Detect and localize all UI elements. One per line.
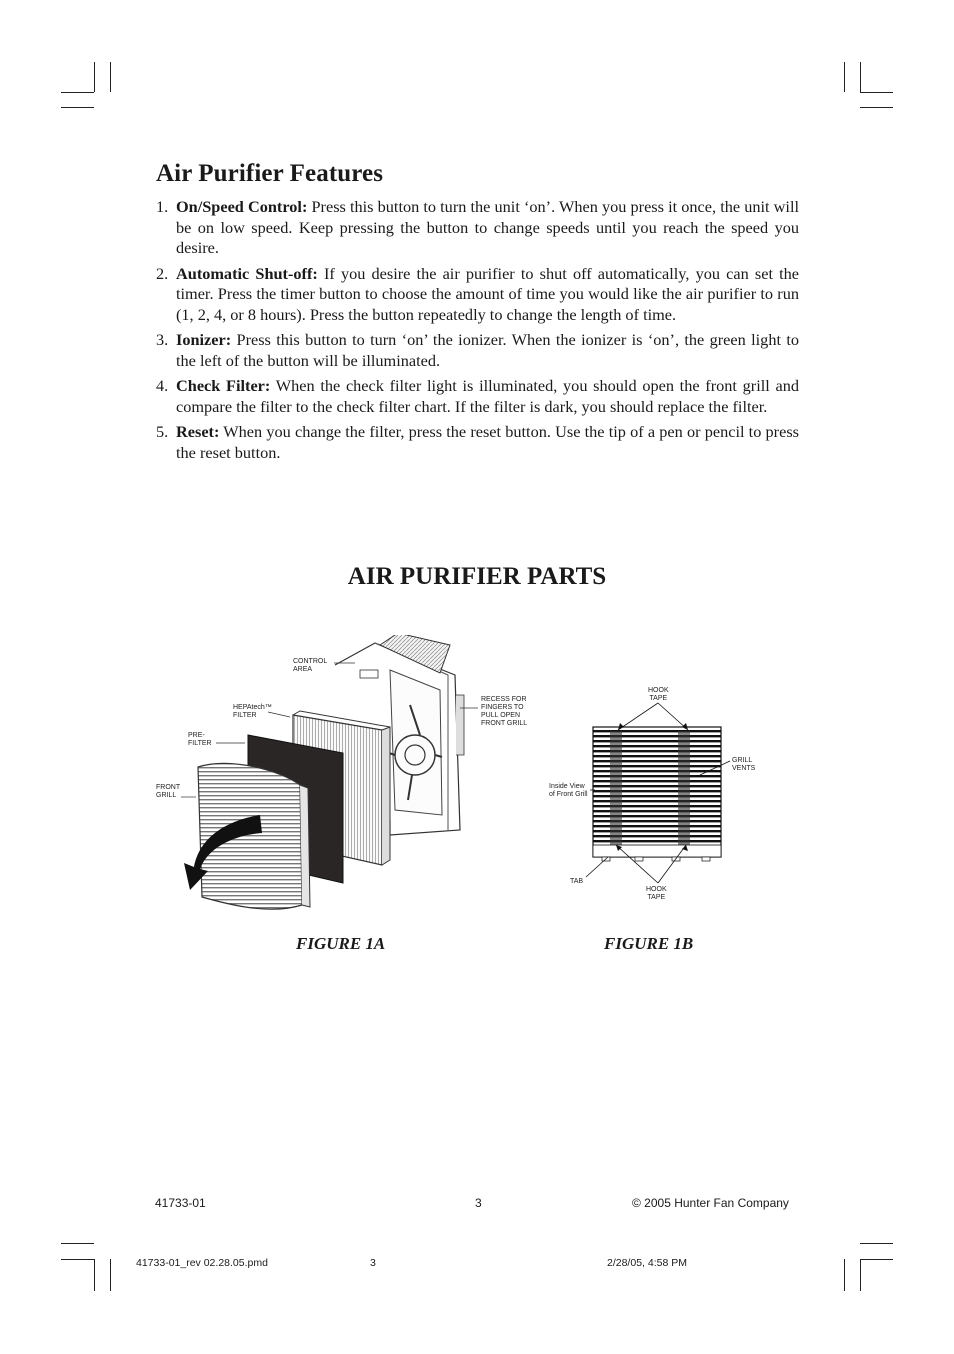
crop-mark: [110, 1259, 111, 1291]
item-term: Ionizer:: [176, 330, 232, 349]
crop-mark: [94, 62, 95, 92]
crop-mark: [860, 1259, 893, 1260]
label-control-area: CONTROL AREA: [293, 658, 328, 673]
slug-page: 3: [370, 1257, 376, 1269]
label-tab: TAB: [570, 878, 584, 885]
item-text: If you desire the air purifier to shut off automatically, you can set the timer. Press the timer button to choose the amount of time you would like the air purifier to run (1, 2, 4, or 8 hours). Press the button repeatedly to change the length of time.: [176, 263, 800, 324]
item-text: When you change the filter, press the reset button. Use the tip of a pen or pencil to press the reset button.: [176, 422, 799, 462]
crop-mark: [860, 107, 893, 108]
features-heading: Air Purifier Features: [156, 160, 384, 187]
slug-timestamp: 2/28/05, 4:58 PM: [607, 1257, 687, 1269]
item-text: When the check filter light is illuminated, you should open the front grill and compare the filter to the check filter chart. If the filter is dark, you should replace the filter.: [176, 376, 799, 416]
label-hook-tape-bottom: HOOK TAPE: [646, 886, 667, 901]
slug-file-name: 41733-01_rev 02.28.05.pmd: [136, 1257, 268, 1269]
footer-part-number: 41733-01: [155, 1196, 206, 1210]
crop-mark: [860, 1243, 893, 1244]
label-hook-tape-top: HOOK TAPE: [648, 687, 669, 702]
feature-item: [156, 197, 799, 259]
crop-mark: [61, 92, 94, 93]
crop-mark: [860, 92, 893, 93]
item-number: 5.: [156, 422, 169, 441]
crop-mark: [61, 1259, 94, 1260]
feature-item: [156, 376, 799, 417]
label-front-grill: FRONT GRILL: [156, 784, 181, 799]
label-recess: RECESS FOR FINGERS TO PULL OPEN FRONT GRILL: [481, 696, 528, 727]
figure-1b-illustration: [560, 685, 760, 900]
feature-item: [156, 422, 799, 463]
crop-mark: [860, 1259, 861, 1291]
crop-mark: [844, 62, 845, 92]
footer-page-number: 3: [475, 1196, 482, 1210]
crop-mark: [860, 62, 861, 92]
crop-mark: [844, 1259, 845, 1291]
item-text: Press this button to turn ‘on’ the ionizer. When the ionizer is ‘on’, the green light to the left of the button will be illuminated.: [176, 330, 799, 370]
feature-item: [156, 264, 799, 326]
figure-1a-caption: FIGURE 1A: [296, 934, 386, 953]
label-inside-view: Inside View of Front Grill: [549, 783, 588, 798]
crop-mark: [61, 107, 94, 108]
crop-mark: [110, 62, 111, 92]
item-number: 2.: [156, 263, 169, 283]
item-number: 3.: [156, 330, 169, 349]
item-term: Check Filter:: [176, 376, 271, 395]
label-hepatech-filter: HEPAtech™ FILTER: [233, 704, 272, 719]
item-number: 4.: [156, 376, 169, 395]
crop-mark: [94, 1259, 95, 1291]
item-term: On/Speed Control:: [176, 197, 308, 216]
figure-1b-caption: FIGURE 1B: [604, 934, 694, 953]
item-term: Automatic Shut-off:: [176, 263, 318, 283]
label-pre-filter: PRE- FILTER: [188, 732, 212, 747]
parts-heading: AIR PURIFIER PARTS: [347, 563, 607, 590]
footer-copyright: © 2005 Hunter Fan Company: [632, 1196, 789, 1210]
item-number: 1.: [156, 197, 169, 216]
item-text: Press this button to turn the unit ‘on’. When you press it once, the unit will be on low speed. Keep pressing the button to change speeds until you reach the speed you desire.: [176, 197, 799, 257]
crop-mark: [61, 1243, 94, 1244]
figure-1a-illustration: [150, 635, 550, 925]
item-term: Reset:: [176, 422, 220, 441]
label-grill-vents: GRILL VENTS: [732, 757, 756, 772]
features-list: [156, 197, 799, 468]
feature-item: [156, 330, 799, 371]
